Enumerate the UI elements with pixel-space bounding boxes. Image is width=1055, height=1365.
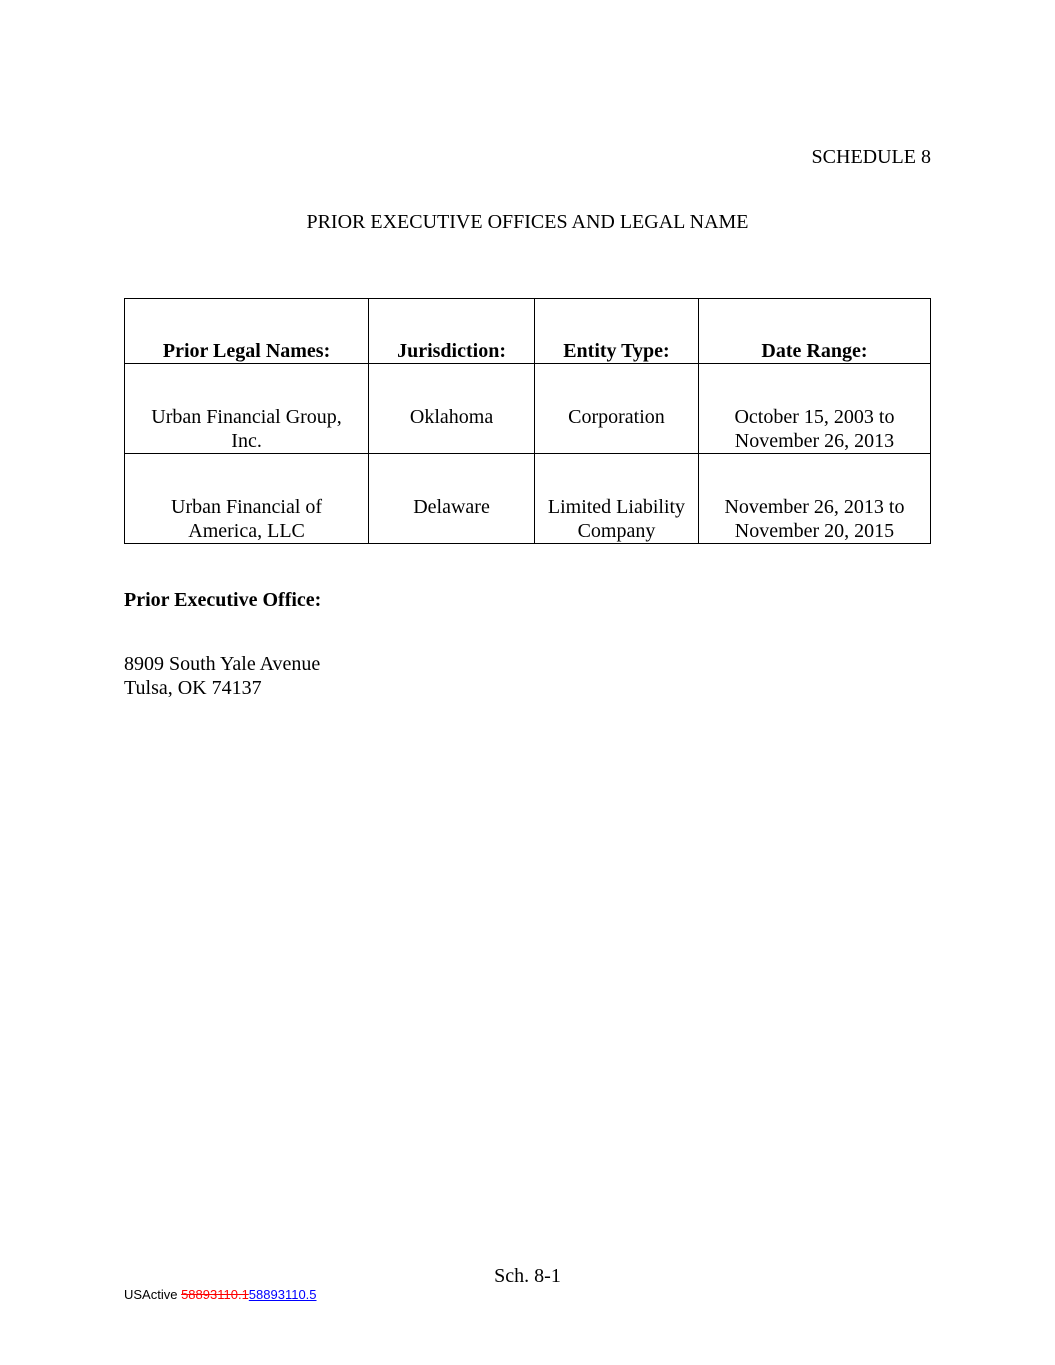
cell-line: October 15, 2003 to [734,406,895,428]
document-title: PRIOR EXECUTIVE OFFICES AND LEGAL NAME [306,211,749,233]
cell-line: November 20, 2015 [734,520,895,542]
cell-entity-type [534,454,698,544]
cell-entity-type [534,364,698,454]
cell-line: November 26, 2013 [734,430,895,452]
doc-id-prefix: USActive [124,1287,182,1302]
doc-id-inserted: 58893110.5 [248,1287,317,1302]
cell-line: Urban Financial Group, [151,406,342,428]
address-line-2: Tulsa, OK 74137 [124,677,262,699]
document-id [124,1287,317,1303]
cell-line: Inc. [231,430,262,452]
prior-executive-office-heading: Prior Executive Office: [124,589,322,611]
table-row [125,454,931,544]
cell-line: November 26, 2013 to [724,496,905,518]
prior-legal-names-table [124,298,931,544]
prior-office-address [124,652,320,700]
cell-line: Oklahoma [409,406,494,428]
header-prior-legal-names: Prior Legal Names: [125,299,369,364]
cell-jurisdiction [369,454,535,544]
cell-jurisdiction [369,364,535,454]
header-date-range: Date Range: [698,299,930,364]
page-number: Sch. 8-1 [494,1265,561,1287]
address-line-1: 8909 South Yale Avenue [124,653,321,675]
cell-line: Limited Liability [547,496,686,518]
cell-legal-name [125,364,369,454]
cell-legal-name [125,454,369,544]
cell-date-range [698,454,930,544]
doc-id-deleted: 58893110.1 [181,1287,249,1302]
table-row [125,364,931,454]
cell-line: Delaware [413,496,490,518]
cell-line: Corporation [568,406,665,428]
schedule-label: SCHEDULE 8 [811,146,931,168]
cell-date-range [698,364,930,454]
cell-line: Company [577,520,656,542]
cell-line: America, LLC [188,520,305,542]
cell-line: Urban Financial of [171,496,323,518]
header-jurisdiction: Jurisdiction: [369,299,535,364]
header-entity-type: Entity Type: [534,299,698,364]
table-header-row [125,299,931,364]
